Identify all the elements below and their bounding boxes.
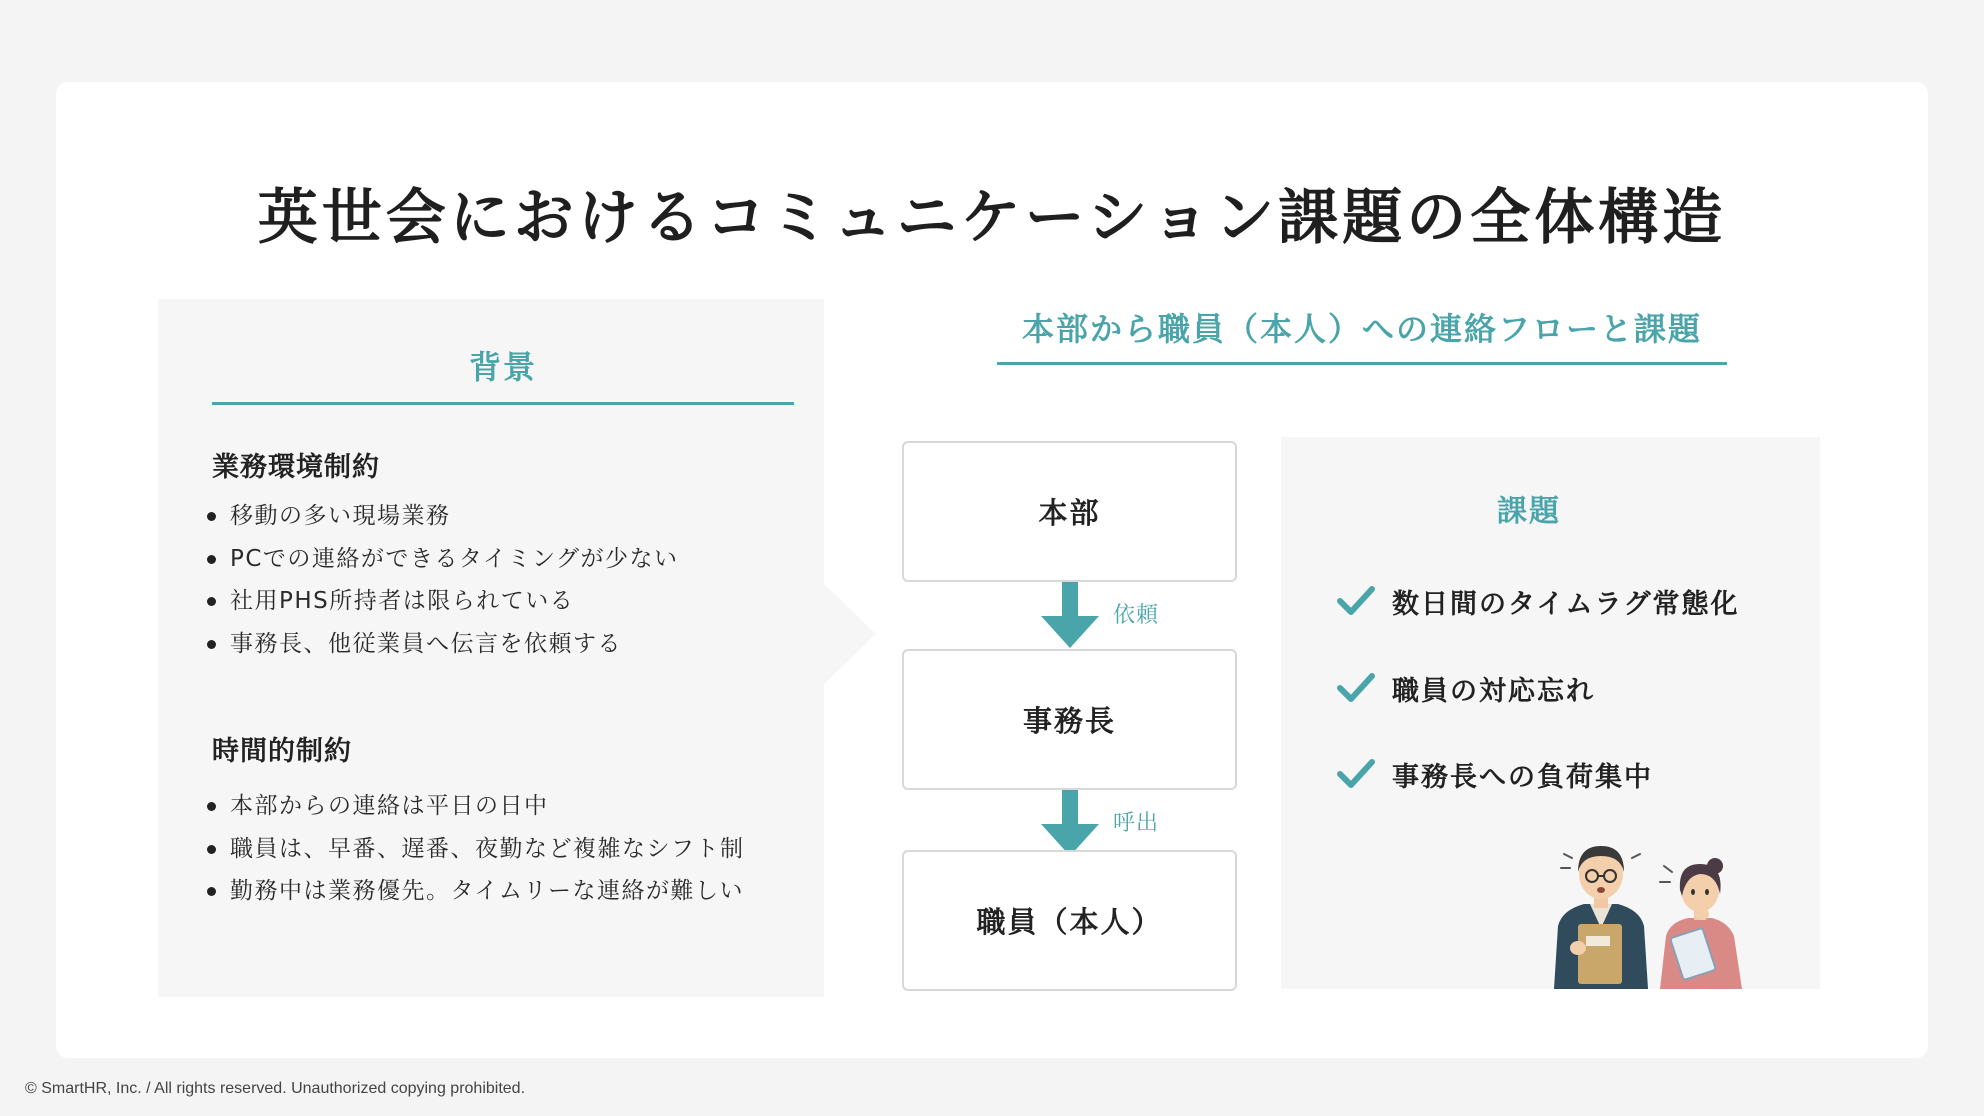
copyright-footer: © SmartHR, Inc. / All rights reserved. Unauthorized copying prohibited.: [25, 1080, 526, 1097]
list-item: 社用PHS所持者は限られている: [206, 580, 679, 623]
issues-heading: 課題: [1497, 494, 1561, 529]
list-item: 職員は、早番、遅番、夜勤など複雑なシフト制: [206, 828, 745, 871]
check-icon: [1336, 672, 1376, 704]
down-arrow-icon: [1041, 790, 1099, 856]
check-icon: [1336, 585, 1376, 617]
section-title-work-environment: 業務環境制約: [212, 452, 380, 483]
work-environment-list: [206, 495, 679, 665]
flow-node-headquarters: 本部: [902, 441, 1237, 582]
list-item: 事務長、他従業員へ伝言を依頼する: [206, 623, 679, 666]
slide-title: 英世会におけるコミュニケーション課題の全体構造: [257, 183, 1727, 253]
flow-node-office-manager: 事務長: [902, 649, 1237, 790]
issue-item: [1336, 581, 1739, 621]
list-item: 移動の多い現場業務: [206, 495, 679, 538]
flow-node-staff: 職員（本人）: [902, 850, 1237, 991]
list-item: 本部からの連絡は平日の日中: [206, 785, 745, 828]
issue-text: 事務長への負荷集中: [1392, 761, 1653, 793]
list-item: PCでの連絡ができるタイミングが少ない: [206, 538, 679, 581]
worried-staff-illustration: [1548, 836, 1748, 989]
issue-item: [1336, 754, 1653, 794]
background-heading-underline: [212, 402, 794, 405]
down-arrow-icon: [1041, 582, 1099, 648]
flow-heading-underline: [997, 362, 1727, 365]
list-item: 勤務中は業務優先。タイムリーな連絡が難しい: [206, 870, 745, 913]
section-title-time-constraints: 時間的制約: [212, 736, 352, 767]
background-panel-pointer: [824, 584, 876, 684]
time-constraints-list: [206, 785, 745, 913]
background-heading: 背景: [468, 348, 537, 386]
issue-text: 職員の対応忘れ: [1392, 675, 1595, 707]
flow-arrow-label-call: 呼出: [1113, 811, 1160, 836]
flow-heading: 本部から職員（本人）への連絡フローと課題: [1021, 310, 1702, 348]
issue-text: 数日間のタイムラグ常態化: [1392, 588, 1740, 620]
issue-item: [1336, 668, 1595, 708]
check-icon: [1336, 758, 1376, 790]
flow-arrow-label-request: 依頼: [1113, 603, 1160, 628]
